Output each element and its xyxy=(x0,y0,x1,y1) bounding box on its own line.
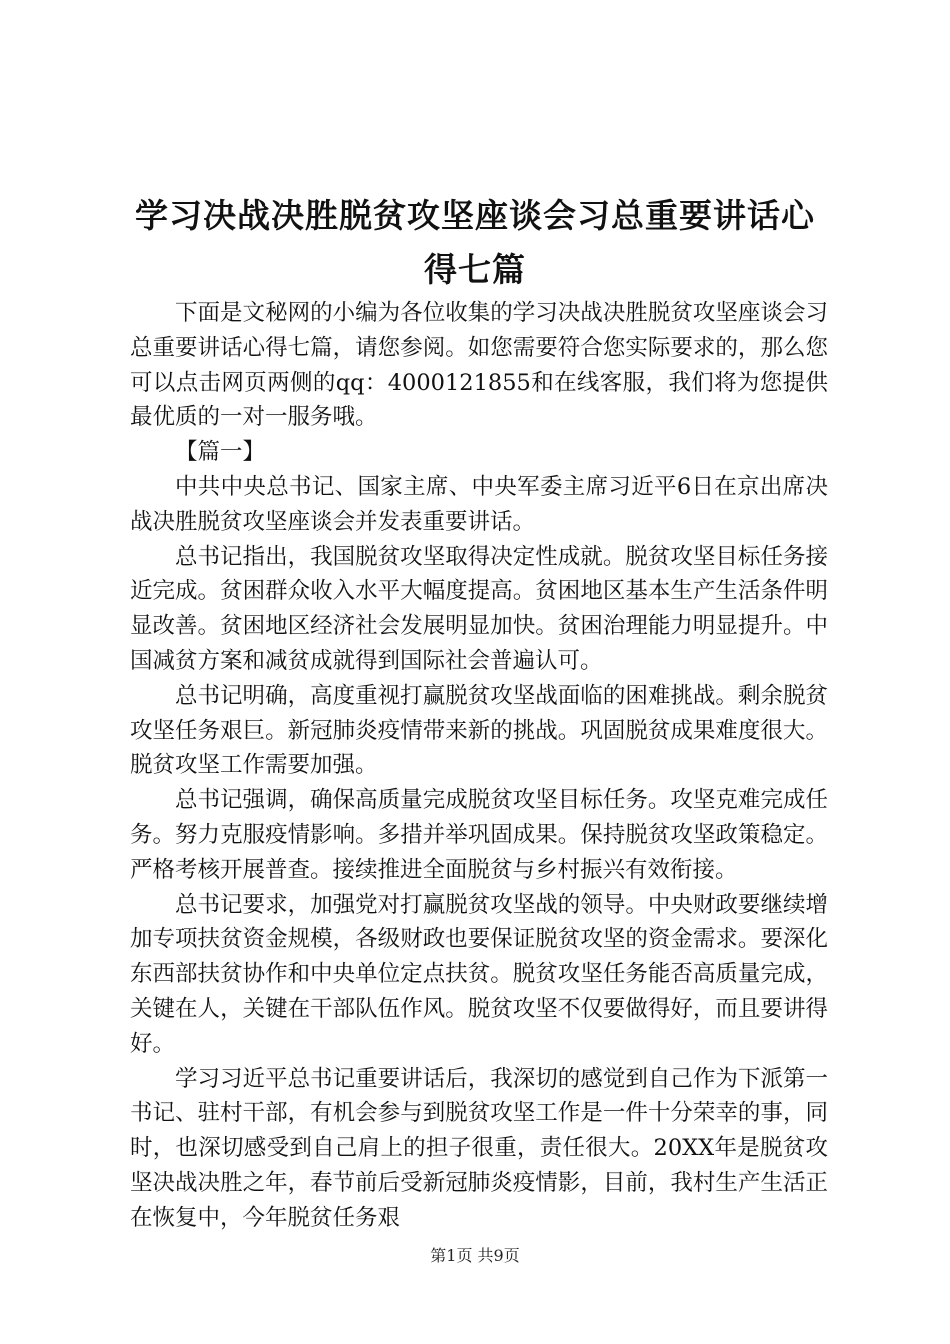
page-footer: 第1页 共9页 xyxy=(430,1246,520,1265)
body-paragraph: 总书记强调，确保高质量完成脱贫攻坚目标任务。攻坚克难完成任务。努力克服疫情影响。多措并举巩固成果。保持脱贫攻坚政策稳定。严格考核开展普查。接续推进全面脱贫与乡村振兴有效衔接。 xyxy=(130,787,828,883)
intro-paragraph: 下面是文秘网的小编为各位收集的学习决战决胜脱贫攻坚座谈会习总重要讲话心得七篇，请您参阅。如您需要符合您实际要求的，那么您可以点击网页两侧的qq：4000121855和在线客服，我们将为您提供最优质的一对一服务哦。 xyxy=(130,300,828,431)
document-title-line-1: 学习决战决胜脱贫攻坚座谈会习总重要讲话心 xyxy=(135,196,815,235)
body-paragraph: 总书记指出，我国脱贫攻坚取得决定性成就。脱贫攻坚目标任务接近完成。贫困群众收入水平大幅度提高。贫困地区基本生产生活条件明显改善。贫困地区经济社会发展明显加快。贫困治理能力明显提升。中国减贫方案和减贫成就得到国际社会普遍认可。 xyxy=(130,543,828,674)
body-paragraph: 总书记明确，高度重视打赢脱贫攻坚战面临的困难挑战。剩余脱贫攻坚任务艰巨。新冠肺炎疫情带来新的挑战。巩固脱贫成果难度很大。脱贫攻坚工作需要加强。 xyxy=(130,682,828,779)
body-paragraph: 学习习近平总书记重要讲话后，我深切的感觉到自己作为下派第一书记、驻村干部，有机会参与到脱贫攻坚工作是一件十分荣幸的事，同时，也深切感受到自己肩上的担子很重，责任很大。20XX年是脱贫攻坚决战决胜之年，春节前后受新冠肺炎疫情影，目前，我村生产生活正在恢复中，今年脱贫任务艰 xyxy=(130,1065,828,1231)
document-body xyxy=(130,296,828,1236)
body-paragraph: 总书记要求，加强党对打赢脱贫攻坚战的领导。中央财政要继续增加专项扶贫资金规模，各级财政也要保证脱贫攻坚的资金需求。要深化东西部扶贫协作和中央单位定点扶贫。脱贫攻坚任务能否高质量完成，关键在人，关键在干部队伍作风。脱贫攻坚不仅要做得好，而且要讲得好。 xyxy=(130,891,828,1057)
document-title-line-2: 得七篇 xyxy=(424,250,526,289)
section-heading: 【篇一】 xyxy=(175,439,266,466)
body-paragraph: 中共中央总书记、国家主席、中央军委主席习近平6日在京出席决战决胜脱贫攻坚座谈会并发表重要讲话。 xyxy=(130,473,828,535)
